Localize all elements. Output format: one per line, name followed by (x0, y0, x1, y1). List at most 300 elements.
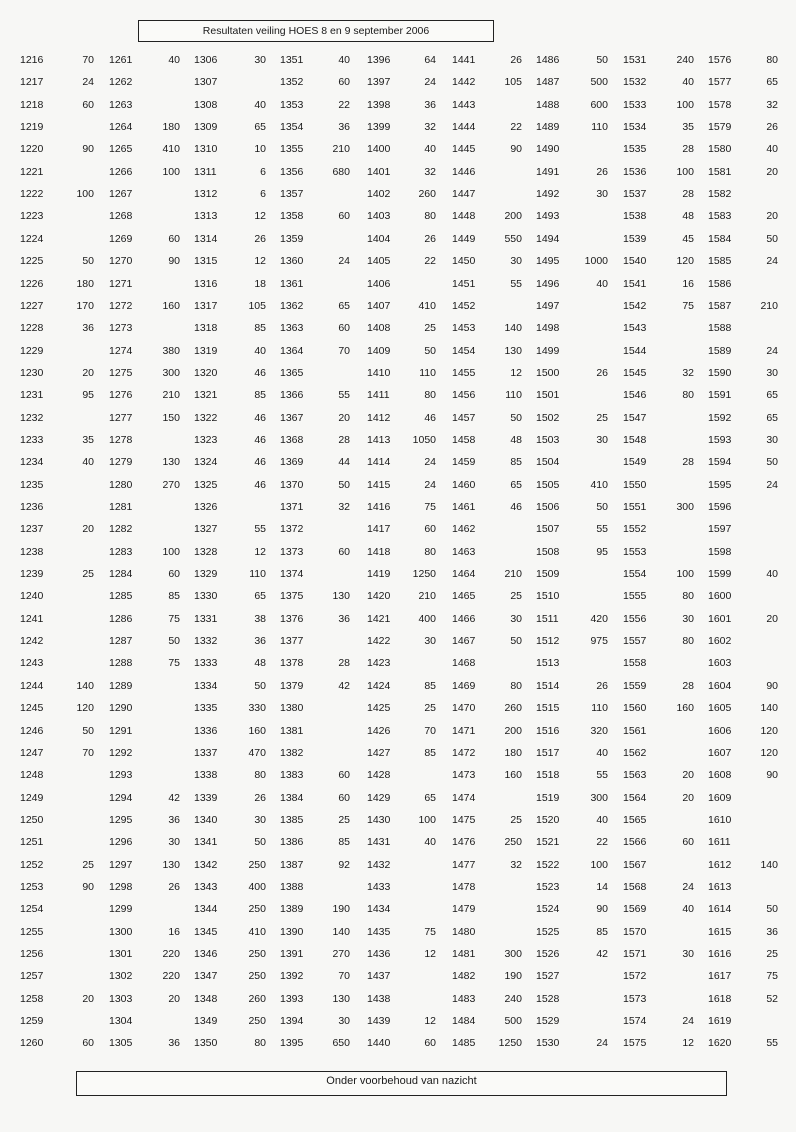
hammer-price: 80 (424, 389, 436, 402)
lot-number: 1303 (109, 992, 133, 1005)
lot-number: 1509 (536, 568, 560, 581)
hammer-price: 28 (682, 143, 694, 156)
lot-number: 1481 (452, 948, 476, 960)
lot-number: 1418 (367, 545, 391, 558)
hammer-price: 470 (248, 746, 266, 759)
lot-number: 1267 (109, 188, 133, 201)
hammer-price: 25 (596, 411, 608, 424)
hammer-price: 24 (82, 76, 94, 89)
hammer-price: 20 (168, 992, 180, 1005)
lot-number: 1594 (708, 456, 732, 469)
hammer-price: 50 (338, 478, 350, 491)
hammer-price: 48 (254, 657, 266, 670)
lot-number: 1247 (20, 746, 44, 759)
lot-number: 1308 (194, 98, 218, 111)
hammer-price: 40 (766, 568, 778, 581)
lot-number: 1599 (708, 568, 732, 581)
hammer-price: 30 (168, 836, 180, 849)
lot-number: 1508 (536, 545, 560, 558)
lot-number: 1605 (708, 702, 732, 715)
lot-number: 1300 (109, 925, 133, 938)
hammer-price: 500 (504, 1015, 522, 1028)
hammer-price: 105 (248, 299, 266, 312)
lot-number: 1348 (194, 992, 218, 1005)
hammer-price: 400 (418, 612, 436, 625)
hammer-price: 30 (510, 612, 522, 625)
lot-number: 1349 (194, 1015, 218, 1028)
lot-number: 1251 (20, 836, 44, 849)
lot-number: 1514 (536, 679, 560, 692)
hammer-price: 85 (254, 389, 266, 402)
lot-number: 1312 (194, 188, 218, 201)
hammer-price: 26 (254, 791, 266, 804)
lot-number: 1311 (194, 165, 217, 178)
lot-number: 1554 (623, 568, 647, 581)
lot-number: 1375 (280, 590, 304, 603)
lot-number: 1559 (623, 679, 647, 692)
hammer-price: 36 (82, 322, 94, 335)
hammer-price: 55 (766, 1037, 778, 1050)
lot-number: 1316 (194, 277, 218, 290)
hammer-price: 46 (254, 478, 266, 491)
hammer-price: 100 (590, 858, 608, 871)
hammer-price: 60 (168, 232, 180, 245)
hammer-price: 75 (682, 299, 694, 312)
hammer-price: 25 (510, 590, 522, 603)
lot-number: 1572 (623, 970, 647, 983)
hammer-price: 85 (424, 746, 436, 759)
lot-number: 1434 (367, 903, 391, 916)
hammer-price: 1000 (584, 255, 608, 268)
hammer-price: 250 (504, 836, 522, 849)
hammer-price: 270 (332, 948, 350, 960)
hammer-price: 240 (504, 992, 522, 1005)
lot-number: 1370 (280, 478, 304, 491)
lot-number: 1428 (367, 769, 391, 782)
hammer-price: 60 (338, 545, 350, 558)
lot-number: 1460 (452, 478, 476, 491)
hammer-price: 320 (590, 724, 608, 737)
hammer-price: 70 (424, 724, 436, 737)
lot-number: 1338 (194, 769, 218, 782)
lot-number: 1430 (367, 813, 391, 826)
hammer-price: 28 (682, 188, 694, 201)
hammer-price: 26 (510, 54, 522, 66)
hammer-price: 12 (424, 1015, 436, 1028)
lot-number: 1513 (536, 657, 560, 670)
lot-number: 1408 (367, 322, 391, 335)
lot-number: 1526 (536, 948, 560, 960)
lot-number: 1420 (367, 590, 391, 603)
lot-number: 1604 (708, 679, 732, 692)
lot-number: 1583 (708, 210, 732, 223)
hammer-price: 100 (76, 188, 94, 201)
lot-number: 1380 (280, 702, 304, 715)
lot-number: 1524 (536, 903, 560, 916)
lot-number: 1414 (367, 456, 391, 469)
lot-number: 1427 (367, 746, 391, 759)
hammer-price: 50 (766, 903, 778, 916)
lot-number: 1561 (623, 724, 647, 737)
hammer-price: 680 (332, 165, 350, 178)
hammer-price: 40 (596, 277, 608, 290)
lot-number: 1574 (623, 1015, 647, 1028)
hammer-price: 650 (332, 1037, 350, 1050)
hammer-price: 210 (418, 590, 436, 603)
lot-number: 1280 (109, 478, 133, 491)
lot-number: 1496 (536, 277, 560, 290)
lot-number: 1589 (708, 344, 732, 357)
lot-number: 1258 (20, 992, 44, 1005)
lot-number: 1535 (623, 143, 647, 156)
hammer-price: 50 (510, 635, 522, 648)
lot-number: 1394 (280, 1015, 304, 1028)
lot-number: 1302 (109, 970, 133, 983)
hammer-price: 210 (332, 143, 350, 156)
lot-number: 1546 (623, 389, 647, 402)
lot-number: 1313 (194, 210, 218, 223)
lot-number: 1571 (623, 948, 647, 960)
lot-number: 1381 (280, 724, 304, 737)
hammer-price: 100 (418, 813, 436, 826)
hammer-price: 36 (766, 925, 778, 938)
hammer-price: 410 (248, 925, 266, 938)
hammer-price: 550 (504, 232, 522, 245)
hammer-price: 38 (254, 612, 266, 625)
hammer-price: 80 (510, 679, 522, 692)
lot-number: 1236 (20, 501, 44, 513)
lot-number: 1356 (280, 165, 304, 178)
hammer-price: 26 (596, 679, 608, 692)
hammer-price: 100 (676, 165, 694, 178)
lot-number: 1330 (194, 590, 218, 603)
hammer-price: 30 (682, 612, 694, 625)
hammer-price: 80 (254, 1037, 266, 1050)
lot-number: 1249 (20, 791, 44, 804)
hammer-price: 45 (682, 232, 694, 245)
hammer-price: 210 (760, 299, 778, 312)
hammer-price: 32 (338, 501, 350, 513)
hammer-price: 25 (338, 813, 350, 826)
hammer-price: 130 (162, 858, 180, 871)
lot-number: 1518 (536, 769, 560, 782)
lot-number: 1545 (623, 366, 647, 379)
hammer-price: 250 (248, 948, 266, 960)
lot-number: 1510 (536, 590, 560, 603)
lot-number: 1343 (194, 880, 218, 893)
lot-number: 1573 (623, 992, 647, 1005)
hammer-price: 80 (424, 545, 436, 558)
hammer-price: 260 (418, 188, 436, 201)
lot-number: 1366 (280, 389, 304, 402)
lot-number: 1259 (20, 1015, 44, 1028)
lot-number: 1453 (452, 322, 476, 335)
hammer-price: 160 (504, 769, 522, 782)
lot-number: 1262 (109, 76, 133, 89)
hammer-price: 260 (504, 702, 522, 715)
lot-number: 1275 (109, 366, 133, 379)
lot-number: 1452 (452, 299, 476, 312)
hammer-price: 110 (419, 366, 436, 379)
hammer-price: 25 (766, 948, 778, 960)
lot-number: 1601 (708, 612, 732, 625)
lot-number: 1334 (194, 679, 218, 692)
lot-number: 1333 (194, 657, 218, 670)
hammer-price: 160 (676, 702, 694, 715)
hammer-price: 105 (504, 76, 522, 89)
lot-number: 1386 (280, 836, 304, 849)
lot-number: 1491 (536, 165, 560, 178)
lot-number: 1354 (280, 121, 304, 134)
lot-number: 1285 (109, 590, 133, 603)
lot-number: 1432 (367, 858, 391, 871)
lot-number: 1515 (536, 702, 560, 715)
lot-number: 1479 (452, 903, 476, 916)
lot-number: 1248 (20, 769, 44, 782)
lot-number: 1340 (194, 813, 218, 826)
lot-number: 1551 (623, 501, 647, 513)
lot-number: 1396 (367, 54, 391, 66)
lot-number: 1416 (367, 501, 391, 513)
lot-number: 1281 (109, 501, 133, 513)
hammer-price: 70 (338, 970, 350, 983)
hammer-price: 300 (162, 366, 180, 379)
lot-number: 1413 (367, 433, 391, 446)
lot-number: 1332 (194, 635, 218, 648)
hammer-price: 60 (338, 322, 350, 335)
lot-number: 1616 (708, 948, 732, 960)
lot-number: 1476 (452, 836, 476, 849)
lot-number: 1455 (452, 366, 476, 379)
lot-number: 1326 (194, 501, 218, 513)
lot-number: 1465 (452, 590, 476, 603)
lot-number: 1323 (194, 433, 218, 446)
lot-number: 1422 (367, 635, 391, 648)
hammer-price: 300 (676, 501, 694, 513)
hammer-price: 24 (424, 478, 436, 491)
hammer-price: 28 (682, 679, 694, 692)
lot-number: 1350 (194, 1037, 218, 1050)
hammer-price: 55 (338, 389, 350, 402)
hammer-price: 400 (248, 880, 266, 893)
hammer-price: 70 (82, 54, 94, 66)
lot-number: 1216 (20, 54, 44, 66)
hammer-price: 90 (510, 143, 522, 156)
lot-number: 1353 (280, 98, 304, 111)
lot-number: 1357 (280, 188, 304, 201)
lot-number: 1443 (452, 98, 476, 111)
hammer-price: 20 (766, 165, 778, 178)
hammer-price: 30 (596, 188, 608, 201)
lot-number: 1337 (194, 746, 218, 759)
hammer-price: 92 (338, 858, 350, 871)
lot-number: 1265 (109, 143, 133, 156)
lot-number: 1438 (367, 992, 391, 1005)
lot-number: 1329 (194, 568, 218, 581)
lot-number: 1615 (708, 925, 732, 938)
lot-number: 1291 (109, 724, 133, 737)
lot-number: 1365 (280, 366, 304, 379)
hammer-price: 50 (82, 724, 94, 737)
hammer-price: 46 (424, 411, 436, 424)
hammer-price: 65 (766, 411, 778, 424)
hammer-price: 30 (766, 366, 778, 379)
lot-number: 1282 (109, 523, 133, 536)
hammer-price: 24 (338, 255, 350, 268)
lot-number: 1379 (280, 679, 304, 692)
lot-number: 1405 (367, 255, 391, 268)
hammer-price: 70 (338, 344, 350, 357)
hammer-price: 180 (162, 121, 180, 134)
lot-number: 1602 (708, 635, 732, 648)
lot-number: 1232 (20, 411, 44, 424)
lot-number: 1482 (452, 970, 476, 983)
hammer-price: 410 (418, 299, 436, 312)
hammer-price: 50 (596, 54, 608, 66)
lot-number: 1569 (623, 903, 647, 916)
hammer-price: 22 (596, 836, 608, 849)
lot-number: 1295 (109, 813, 133, 826)
hammer-price: 75 (168, 612, 180, 625)
hammer-price: 95 (596, 545, 608, 558)
lot-number: 1319 (194, 344, 218, 357)
lot-number: 1266 (109, 165, 133, 178)
lot-number: 1364 (280, 344, 304, 357)
lot-number: 1279 (109, 456, 133, 469)
lot-number: 1611 (708, 836, 731, 849)
lot-number: 1458 (452, 433, 476, 446)
hammer-price: 110 (591, 121, 608, 134)
lot-number: 1260 (20, 1037, 44, 1050)
lot-number: 1457 (452, 411, 476, 424)
lot-number: 1277 (109, 411, 133, 424)
lot-number: 1542 (623, 299, 647, 312)
lot-number: 1252 (20, 858, 44, 871)
lot-number: 1240 (20, 590, 44, 603)
lot-number: 1257 (20, 970, 44, 983)
hammer-price: 32 (766, 98, 778, 111)
lot-number: 1511 (536, 612, 559, 625)
lot-number: 1297 (109, 858, 133, 871)
hammer-price: 28 (682, 456, 694, 469)
lot-number: 1575 (623, 1037, 647, 1050)
lot-number: 1570 (623, 925, 647, 938)
hammer-price: 380 (162, 344, 180, 357)
lot-number: 1464 (452, 568, 476, 581)
hammer-price: 32 (682, 366, 694, 379)
lot-number: 1222 (20, 188, 44, 201)
hammer-price: 40 (338, 54, 350, 66)
lot-number: 1339 (194, 791, 218, 804)
lot-number: 1320 (194, 366, 218, 379)
lot-number: 1516 (536, 724, 560, 737)
lot-number: 1419 (367, 568, 391, 581)
lot-number: 1522 (536, 858, 560, 871)
lot-number: 1431 (367, 836, 391, 849)
hammer-price: 48 (682, 210, 694, 223)
lot-number: 1224 (20, 232, 44, 245)
lot-number: 1462 (452, 523, 476, 536)
lot-number: 1585 (708, 255, 732, 268)
lot-number: 1272 (109, 299, 133, 312)
hammer-price: 1250 (412, 568, 436, 581)
lot-number: 1288 (109, 657, 133, 670)
lot-number: 1245 (20, 702, 44, 715)
lot-number: 1555 (623, 590, 647, 603)
hammer-price: 30 (338, 1015, 350, 1028)
lot-number: 1608 (708, 769, 732, 782)
lot-number: 1336 (194, 724, 218, 737)
lot-number: 1433 (367, 880, 391, 893)
hammer-price: 80 (682, 590, 694, 603)
hammer-price: 20 (682, 791, 694, 804)
lot-number: 1341 (194, 836, 218, 849)
lot-number: 1619 (708, 1015, 732, 1028)
hammer-price: 180 (76, 277, 94, 290)
lot-number: 1459 (452, 456, 476, 469)
lot-number: 1307 (194, 76, 218, 89)
lot-number: 1417 (367, 523, 391, 536)
hammer-price: 30 (596, 433, 608, 446)
lot-number: 1497 (536, 299, 560, 312)
hammer-price: 32 (424, 165, 436, 178)
lot-number: 1223 (20, 210, 44, 223)
hammer-price: 42 (168, 791, 180, 804)
hammer-price: 140 (332, 925, 350, 938)
lot-number: 1596 (708, 501, 732, 513)
lot-number: 1502 (536, 411, 560, 424)
hammer-price: 100 (162, 545, 180, 558)
lot-number: 1363 (280, 322, 304, 335)
lot-number: 1305 (109, 1037, 133, 1050)
lot-number: 1451 (452, 277, 476, 290)
hammer-price: 36 (424, 98, 436, 111)
hammer-price: 95 (82, 389, 94, 402)
lot-number: 1562 (623, 746, 647, 759)
hammer-price: 130 (504, 344, 522, 357)
hammer-price: 410 (162, 143, 180, 156)
lot-number: 1255 (20, 925, 44, 938)
hammer-price: 200 (504, 210, 522, 223)
lot-number: 1355 (280, 143, 304, 156)
hammer-price: 20 (766, 210, 778, 223)
lot-number: 1581 (708, 165, 732, 178)
hammer-price: 120 (760, 724, 778, 737)
lot-number: 1620 (708, 1037, 732, 1050)
lot-number: 1531 (623, 54, 647, 66)
lot-number: 1543 (623, 322, 647, 335)
lot-number: 1595 (708, 478, 732, 491)
hammer-price: 75 (766, 970, 778, 983)
hammer-price: 55 (596, 769, 608, 782)
hammer-price: 50 (168, 635, 180, 648)
hammer-price: 60 (338, 210, 350, 223)
hammer-price: 100 (676, 568, 694, 581)
hammer-price: 60 (424, 1037, 436, 1050)
lot-number: 1490 (536, 143, 560, 156)
lot-number: 1454 (452, 344, 476, 357)
lot-number: 1593 (708, 433, 732, 446)
hammer-price: 120 (76, 702, 94, 715)
lot-number: 1278 (109, 433, 133, 446)
lot-number: 1612 (708, 858, 732, 871)
lot-number: 1309 (194, 121, 218, 134)
hammer-price: 36 (338, 612, 350, 625)
hammer-price: 90 (766, 679, 778, 692)
lot-number: 1358 (280, 210, 304, 223)
lot-number: 1477 (452, 858, 476, 871)
lot-number: 1557 (623, 635, 647, 648)
